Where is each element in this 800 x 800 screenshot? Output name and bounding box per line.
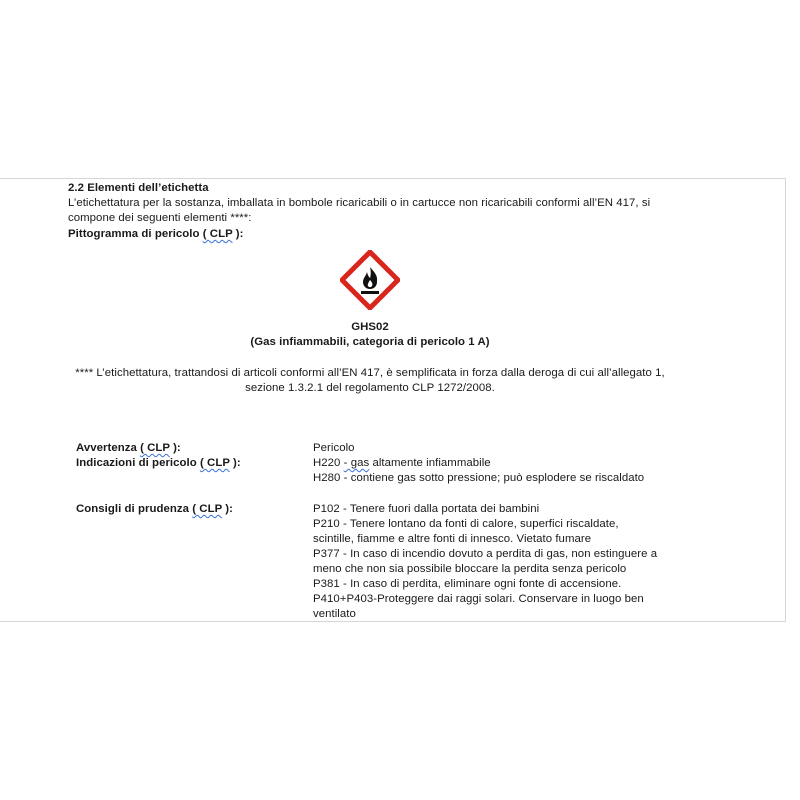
pictogram-label-prefix: Pittogramma di pericolo [68, 228, 203, 240]
pictogram-label-suffix: ): [232, 228, 244, 240]
pictogram-label-clp: ( CLP [202, 228, 233, 240]
h280-statement: H280 - contiene gas sotto pressione; può esplodere se riscaldato [313, 472, 645, 484]
indicazioni-label [76, 456, 241, 471]
pictogram-code: GHS02 [351, 321, 389, 333]
indicazioni-label-prefix: Indicazioni di pericolo [76, 457, 200, 469]
avvertenza-label-prefix: Avvertenza [76, 442, 141, 454]
h220-gas: gas [350, 457, 370, 469]
precaution-line: P410+P403-Proteggere dai raggi solari. Conservare in luogo ben [313, 593, 644, 605]
footnote-line-1: **** L’etichettatura, trattandosi di articoli conformi all’EN 417, è semplificata in forza dalla deroga di cui all’allegato 1, [75, 367, 665, 379]
intro-line-1: L’etichettatura per la sostanza, imballata in bombole ricaricabili o in cartucce non ricaricabili conformi all’EN 417, si [68, 197, 651, 209]
indicazioni-label-clp: ( CLP [199, 457, 230, 469]
indicazioni-label-suffix: ): [229, 457, 241, 469]
avvertenza-label-suffix: ): [169, 442, 181, 454]
footnote-line-2: sezione 1.3.2.1 del regolamento CLP 1272/2008. [245, 382, 495, 394]
h220-rest: altamente infiammabile [369, 457, 491, 469]
avvertenza-label [76, 441, 181, 456]
consigli-label-clp: ( CLP [192, 503, 223, 515]
consigli-label [76, 502, 233, 517]
consigli-label-suffix: ): [222, 503, 233, 515]
consigli-label-prefix: Consigli di prudenza [76, 503, 193, 515]
precaution-line: P102 - Tenere fuori dalla portata dei bambini [313, 503, 540, 515]
precaution-line: ventilato [313, 608, 356, 620]
pictogram-label [68, 227, 243, 242]
precaution-line: P381 - In caso di perdita, eliminare ogni fonte di accensione. [313, 578, 622, 590]
h220-code: H220 [313, 457, 344, 469]
avvertenza-label-clp: ( CLP [140, 442, 170, 454]
pictogram-caption: (Gas infiammabili, categoria di pericolo 1 A) [250, 336, 490, 348]
precaution-line: P210 - Tenere lontano da fonti di calore, superfici riscaldate, [313, 518, 619, 530]
section-heading: 2.2 Elementi dell’etichetta [68, 182, 209, 194]
h220-statement [313, 456, 491, 471]
flame-hazard-icon [340, 250, 400, 310]
h220-dash: - [343, 457, 351, 469]
avvertenza-value: Pericolo [313, 442, 355, 454]
precaution-line: P377 - In caso di incendio dovuto a perdita di gas, non estinguere a [313, 548, 658, 560]
precaution-line: scintille, fiamme e altre fonti di innesco. Vietato fumare [313, 533, 592, 545]
intro-line-2: compone dei seguenti elementi ****: [68, 212, 252, 224]
precaution-line: meno che non sia possibile bloccare la perdita senza pericolo [313, 563, 627, 575]
